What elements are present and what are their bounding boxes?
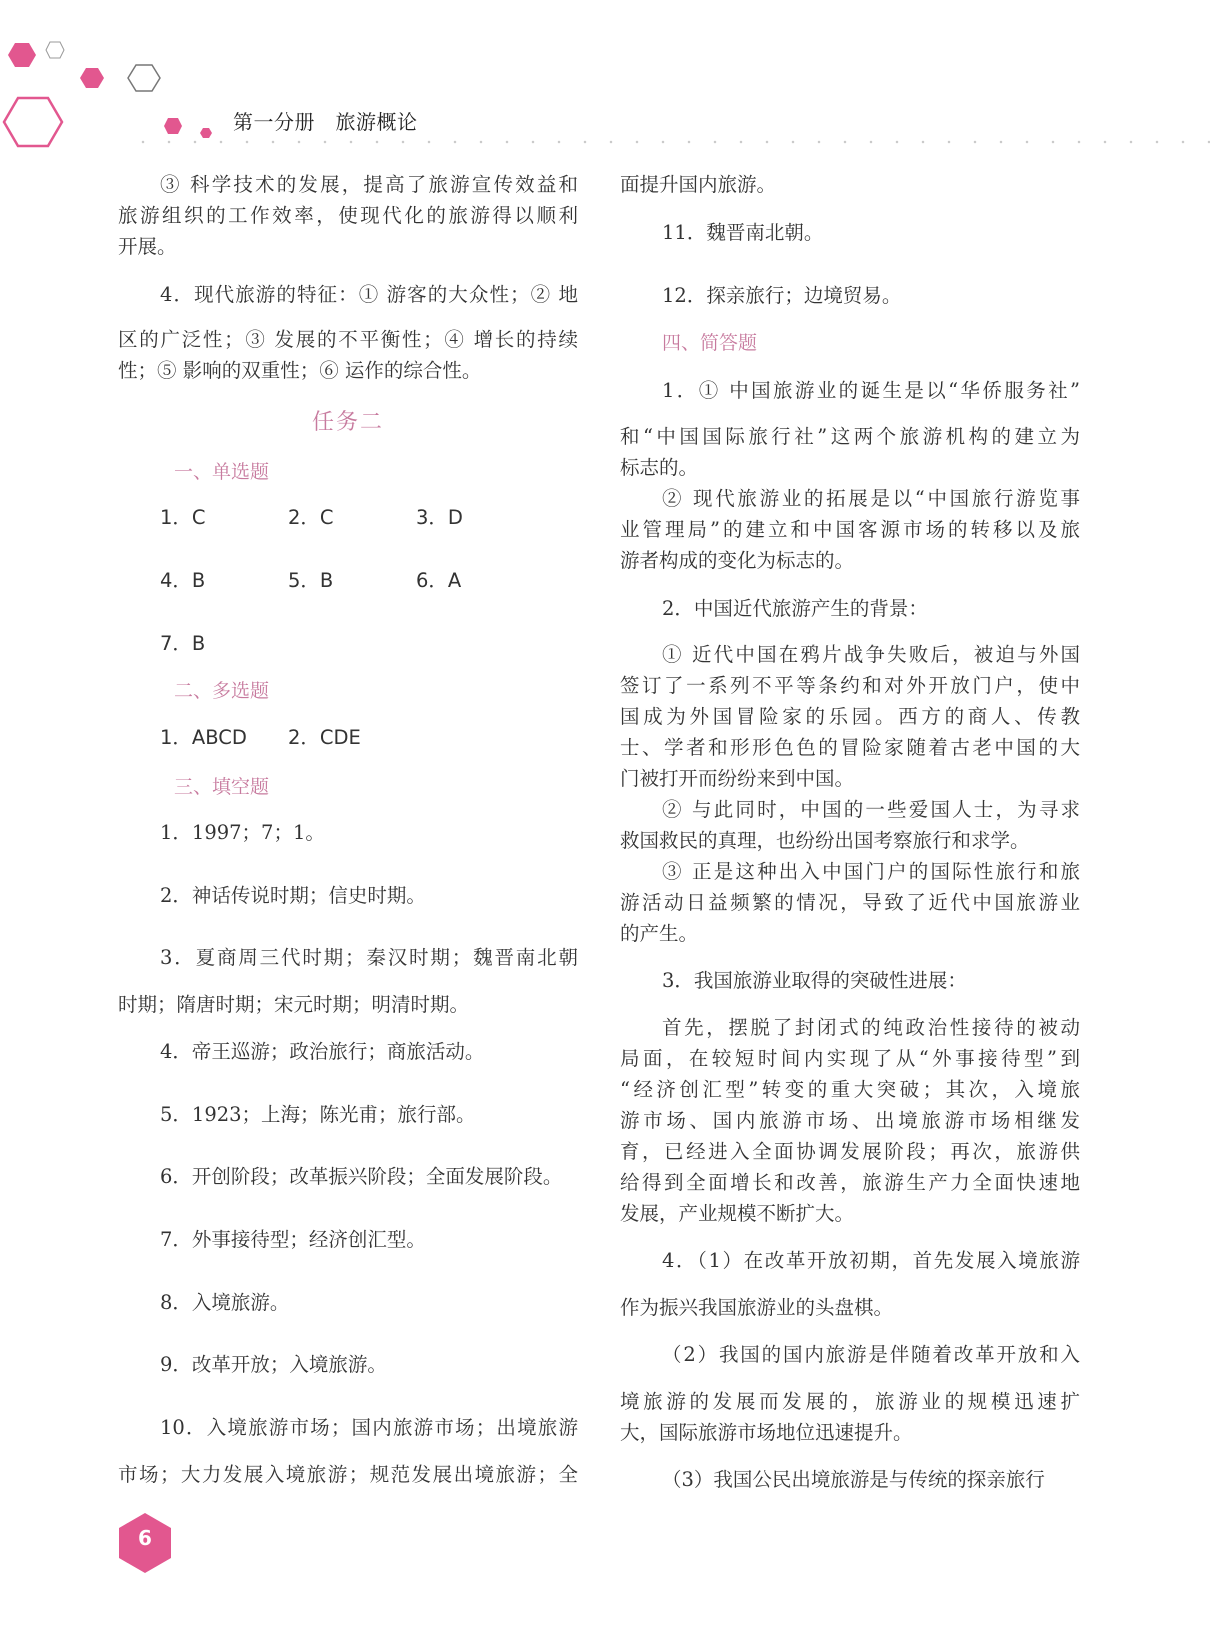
- answer-item: 2．神话传说时期；信史时期。: [160, 884, 426, 907]
- text-line: 境旅游的发展而发展的，旅游业的规模迅速扩: [620, 1390, 1080, 1413]
- text-line: 游者构成的变化为标志的。: [620, 549, 855, 572]
- text-line: ① 近代中国在鸦片战争失败后，被迫与外国: [662, 643, 1080, 666]
- task-title: 任务二: [311, 410, 384, 435]
- answer-item: 7．外事接待型；经济创汇型。: [160, 1228, 426, 1251]
- text-line: ② 现代旅游业的拓展是以“中国旅行游览事: [662, 487, 1080, 510]
- text-line: 士、学者和形形色色的冒险家随着古老中国的大: [620, 736, 1080, 759]
- text-line: 4．现代旅游的特征：① 游客的大众性；② 地: [160, 283, 578, 306]
- answer-item: 1．1997；7；1。: [160, 821, 325, 844]
- hexagon-decoration: [0, 30, 220, 150]
- text-line: 开展。: [118, 235, 177, 258]
- text-line: 门被打开而纷纷来到中国。: [620, 767, 855, 790]
- text-line: （3）我国公民出境旅游是与传统的探亲旅行: [662, 1468, 1045, 1491]
- text-line: 局面，在较短时间内实现了从“外事接待型”到: [620, 1047, 1080, 1070]
- answer-item: 3．D: [416, 506, 463, 529]
- answer-item: 2．C: [288, 506, 334, 529]
- text-line: 面提升国内旅游。: [620, 173, 777, 196]
- answer-item: 9．改革开放；入境旅游。: [160, 1353, 387, 1376]
- text-line: 首先，摆脱了封闭式的纯政治性接待的被动: [662, 1016, 1080, 1039]
- hexagon-icon: [200, 128, 212, 138]
- answer-item: 3．我国旅游业取得的突破性进展：: [662, 969, 967, 992]
- answer-item: 7．B: [160, 632, 206, 655]
- answer-item: 4．B: [160, 569, 206, 592]
- header-title: 第一分册 旅游概论: [233, 110, 418, 134]
- answer-item: 10．入境旅游市场；国内旅游市场；出境旅游: [160, 1416, 578, 1439]
- answer-item: 时期；隋唐时期；宋元时期；明清时期。: [118, 993, 470, 1016]
- text-line: 发展，产业规模不断扩大。: [620, 1202, 855, 1225]
- text-line: 标志的。: [620, 456, 699, 479]
- text-line: 4．（1）在改革开放初期，首先发展入境旅游: [662, 1249, 1080, 1272]
- answer-item: 2．CDE: [288, 726, 361, 749]
- hexagon-outline-icon: [46, 42, 64, 58]
- page-number: 6: [138, 1526, 152, 1550]
- text-line: ③ 科学技术的发展，提高了旅游宣传效益和: [160, 173, 578, 196]
- text-line: 区的广泛性；③ 发展的不平衡性；④ 增长的持续: [118, 328, 578, 351]
- text-line: 签订了一系列不平等条约和对外开放门户，使中: [620, 674, 1080, 697]
- answer-item: 5．B: [288, 569, 334, 592]
- text-line: 游活动日益频繁的情况，导致了近代中国旅游业: [620, 891, 1080, 914]
- text-line: ③ 正是这种出入中国门户的国际性旅行和旅: [662, 860, 1080, 883]
- answer-item: 1．C: [160, 506, 206, 529]
- hexagon-icon: [80, 68, 104, 88]
- text-line: 国成为外国冒险家的乐园。西方的商人、传教: [620, 705, 1080, 728]
- answer-item: 11．魏晋南北朝。: [662, 221, 824, 244]
- hexagon-icon: [8, 43, 36, 67]
- answer-item: 4．帝王巡游；政治旅行；商旅活动。: [160, 1040, 485, 1063]
- text-line: ② 与此同时，中国的一些爱国人士，为寻求: [662, 798, 1080, 821]
- text-line: 给得到全面增长和改善，旅游生产力全面快速地: [620, 1171, 1080, 1194]
- answer-item: 5．1923；上海；陈光甫；旅行部。: [160, 1103, 476, 1126]
- text-line: 作为振兴我国旅游业的头盘棋。: [620, 1296, 894, 1319]
- text-line: 1．① 中国旅游业的诞生是以“华侨服务社”: [662, 379, 1080, 402]
- text-line: 旅游组织的工作效率，使现代化的旅游得以顺利: [118, 204, 578, 227]
- section-title: 一、单选题: [174, 461, 270, 483]
- text-line: 和“中国国际旅行社”这两个旅游机构的建立为: [620, 425, 1080, 448]
- text-line: 性；⑤ 影响的双重性；⑥ 运作的综合性。: [118, 359, 482, 382]
- hexagon-outline-icon: [128, 65, 160, 91]
- text-line: 游市场、国内旅游市场、出境旅游市场相继发: [620, 1109, 1080, 1132]
- hexagon-outline-icon: [4, 98, 62, 146]
- text-line: 救国救民的真理，也纷纷出国考察旅行和求学。: [620, 829, 1030, 852]
- section-title: 三、填空题: [174, 776, 270, 798]
- answer-item: 市场；大力发展入境旅游；规范发展出境旅游；全: [118, 1463, 578, 1486]
- answer-item: 12．探亲旅行；边境贸易。: [662, 284, 902, 307]
- section-title: 二、多选题: [174, 680, 270, 702]
- section-title: 四、简答题: [662, 332, 758, 354]
- answer-item: 3．夏商周三代时期；秦汉时期；魏晋南北朝: [160, 946, 578, 969]
- hexagon-icon: [164, 118, 182, 134]
- text-line: “经济创汇型”转变的重大突破；其次，入境旅: [620, 1078, 1080, 1101]
- text-line: 业管理局”的建立和中国客源市场的转移以及旅: [620, 518, 1080, 541]
- answer-item: 6．开创阶段；改革振兴阶段；全面发展阶段。: [160, 1165, 563, 1188]
- text-line: 的产生。: [620, 922, 699, 945]
- answer-item: 2．中国近代旅游产生的背景：: [662, 597, 928, 620]
- answer-item: 8．入境旅游。: [160, 1291, 290, 1314]
- header-divider: [130, 140, 1210, 144]
- text-line: 育，已经进入全面协调发展阶段；再次，旅游供: [620, 1140, 1080, 1163]
- answer-item: 1．ABCD: [160, 726, 247, 749]
- text-line: 大，国际旅游市场地位迅速提升。: [620, 1421, 913, 1444]
- answer-item: 6．A: [416, 569, 462, 592]
- text-line: （2）我国的国内旅游是伴随着改革开放和入: [662, 1343, 1080, 1366]
